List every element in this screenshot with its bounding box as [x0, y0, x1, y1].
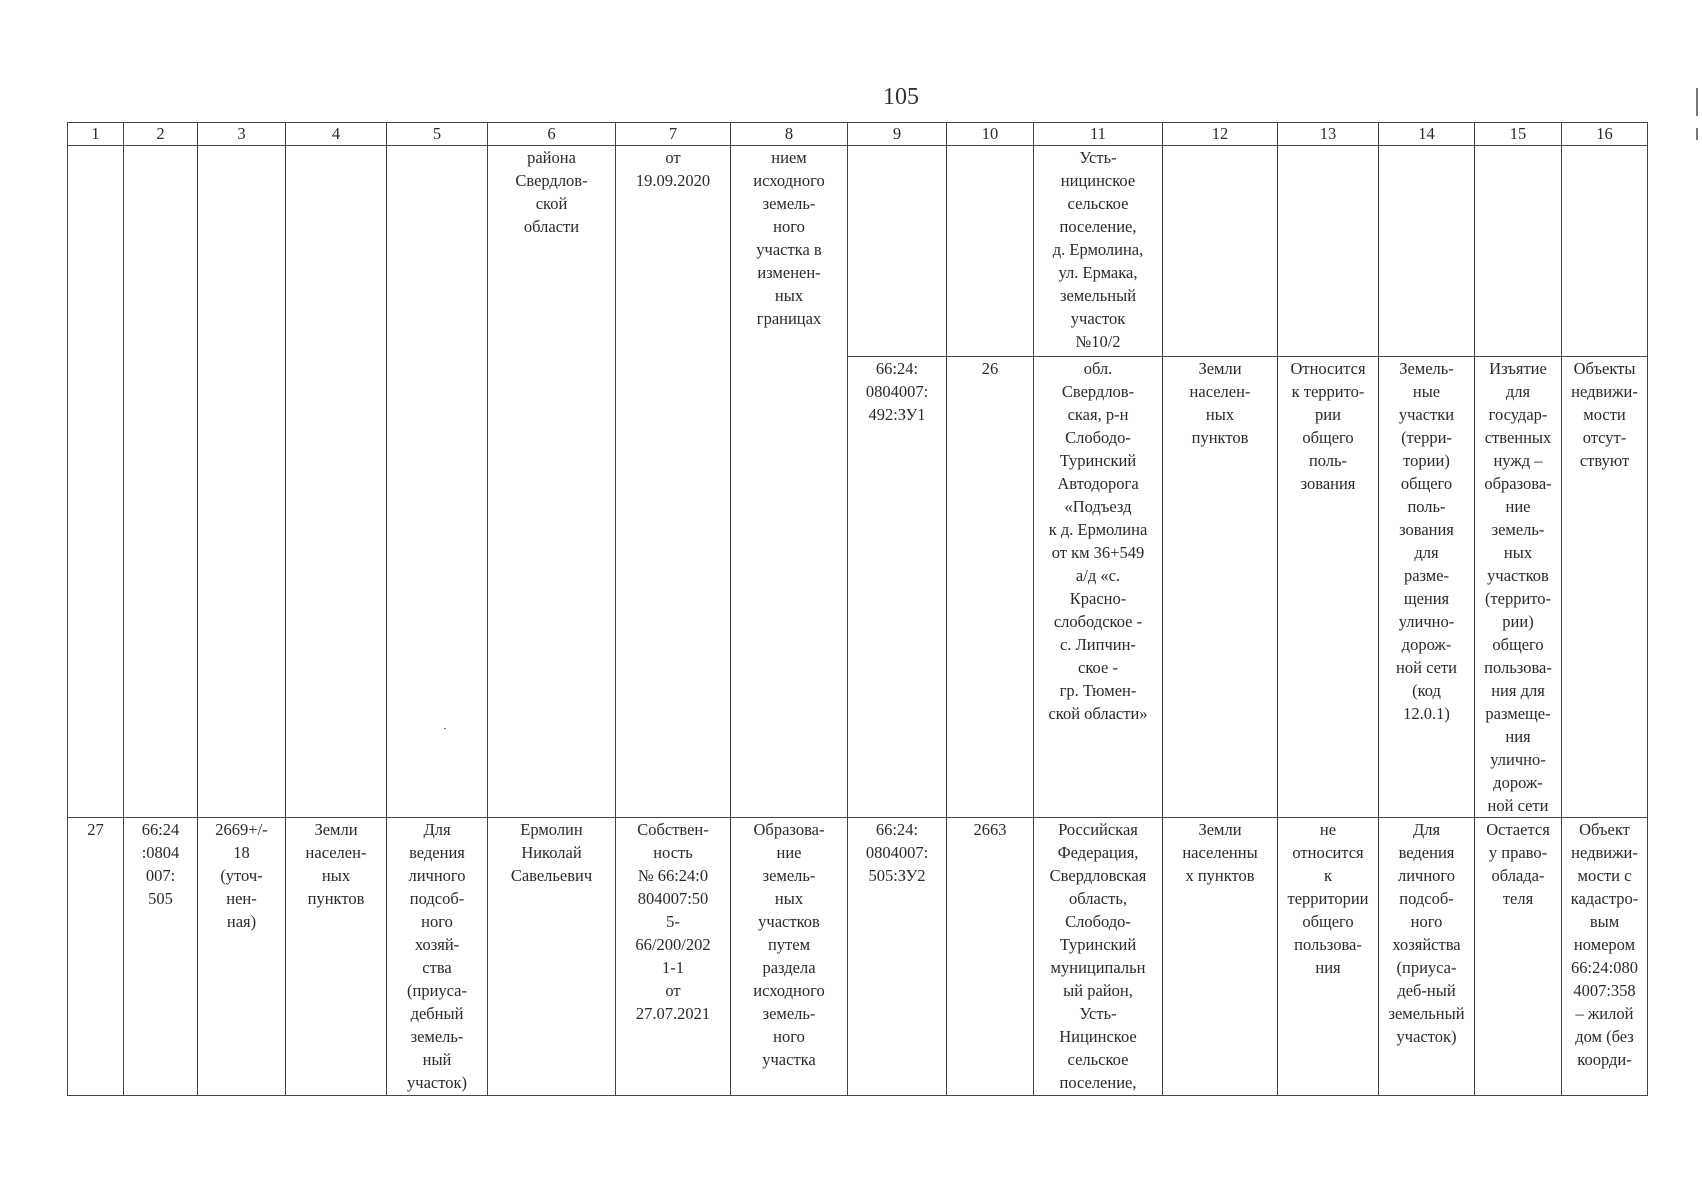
cell-right-date: от 19.09.2020	[616, 146, 731, 818]
cell-public-use: Относится к террито- рии общего поль- зования	[1278, 357, 1379, 818]
cell-owner-district: района Свердлов- ской области	[488, 146, 616, 818]
cell-owner: Ермолин Николай Савельевич	[488, 818, 616, 1096]
cell-empty	[387, 146, 488, 818]
cell-empty	[1475, 146, 1562, 357]
cell-empty	[198, 146, 286, 818]
column-number-row	[68, 123, 1648, 146]
land-plots-table	[67, 122, 1648, 1096]
scan-edge-mark	[1696, 128, 1698, 140]
page-number: 105	[883, 84, 919, 110]
cell-permitted-use: Земель- ные участки (терри- тории) общего поль- зования для разме- щения улично- дорож- ной сети (код 12.0.1)	[1379, 357, 1475, 818]
col-number-12: 12	[1163, 123, 1278, 146]
cell-source-area: 2669+/- 18 (уточ- нен- ная)	[198, 818, 286, 1096]
cell-empty	[1163, 146, 1278, 357]
cell-empty	[1562, 146, 1648, 357]
col-number-4: 4	[286, 123, 387, 146]
col-number-1: 1	[68, 123, 124, 146]
table-row	[68, 818, 1648, 1096]
col-number-13: 13	[1278, 123, 1379, 146]
cell-empty	[848, 146, 947, 357]
col-number-16: 16	[1562, 123, 1648, 146]
col-number-7: 7	[616, 123, 731, 146]
cell-source-land-category: Земли населен- ных пунктов	[286, 818, 387, 1096]
cell-real-estate-objects: Объекты недвижи- мости отсут- ствуют	[1562, 357, 1648, 818]
cell-purpose: Остается у право- облада- теля	[1475, 818, 1562, 1096]
col-number-11: 11	[1034, 123, 1163, 146]
cell-empty	[286, 146, 387, 818]
cell-empty	[124, 146, 198, 818]
cell-row-number: 27	[68, 818, 124, 1096]
cell-land-category: Земли населен- ных пунктов	[1163, 357, 1278, 818]
col-number-9: 9	[848, 123, 947, 146]
cell-area: 26	[947, 357, 1034, 818]
col-number-6: 6	[488, 123, 616, 146]
cell-empty	[947, 146, 1034, 357]
cell-address: Усть- ницинское сельское поселение, д. Ермолина, ул. Ермака, земельный участок №10/2	[1034, 146, 1163, 357]
cell-address: обл. Свердлов- ская, р-н Слободо- Туринский Автодорога «Подъезд к д. Ермолина от км 36+549 а/д «с. Красно- слободское - с. Липчин- ское - гр. Тюмен- ской области»	[1034, 357, 1163, 818]
cell-permitted-use: Для ведения личного подсоб- ного хозяйства (приуса- деб-ный земельный участок)	[1379, 818, 1475, 1096]
col-number-2: 2	[124, 123, 198, 146]
col-number-5: 5	[387, 123, 488, 146]
scan-edge-mark	[1696, 88, 1698, 116]
cell-empty	[1278, 146, 1379, 357]
cell-real-estate-objects: Объект недвижи- мости с кадастро- вым номером 66:24:080 4007:358 – жилой дом (без коорди-	[1562, 818, 1648, 1096]
table-row	[68, 146, 1648, 357]
cell-area: 2663	[947, 818, 1034, 1096]
cell-address: Российская Федерация, Свердловская область, Слободо- Туринский муниципальн ый район, Усть- Ницинское сельское поселение,	[1034, 818, 1163, 1096]
col-number-15: 15	[1475, 123, 1562, 146]
cell-land-category: Земли населенны х пунктов	[1163, 818, 1278, 1096]
scan-speck	[444, 728, 446, 729]
cell-basis: нием исходного земель- ного участка в изменен- ных границах	[731, 146, 848, 818]
cell-empty	[68, 146, 124, 818]
cell-new-cadastral-number: 66:24: 0804007: 505:ЗУ2	[848, 818, 947, 1096]
col-number-10: 10	[947, 123, 1034, 146]
col-number-8: 8	[731, 123, 848, 146]
cell-new-cadastral-number: 66:24: 0804007: 492:ЗУ1	[848, 357, 947, 818]
cell-empty	[1379, 146, 1475, 357]
col-number-3: 3	[198, 123, 286, 146]
cell-basis: Образова- ние земель- ных участков путем раздела исходного земель- ного участка	[731, 818, 848, 1096]
cell-source-permitted-use: Для ведения личного подсоб- ного хозяй- ства (приуса- дебный земель- ный участок)	[387, 818, 488, 1096]
cell-purpose: Изъятие для государ- ственных нужд – образова- ние земель- ных участков (террито- рии) общего пользова- ния для размеще- ния улично- дорож- ной сети	[1475, 357, 1562, 818]
cell-right: Собствен- ность № 66:24:0 804007:50 5- 66/200/202 1-1 от 27.07.2021	[616, 818, 731, 1096]
cell-cadastral-number: 66:24 :0804 007: 505	[124, 818, 198, 1096]
cell-public-use: не относится к территории общего пользова- ния	[1278, 818, 1379, 1096]
col-number-14: 14	[1379, 123, 1475, 146]
